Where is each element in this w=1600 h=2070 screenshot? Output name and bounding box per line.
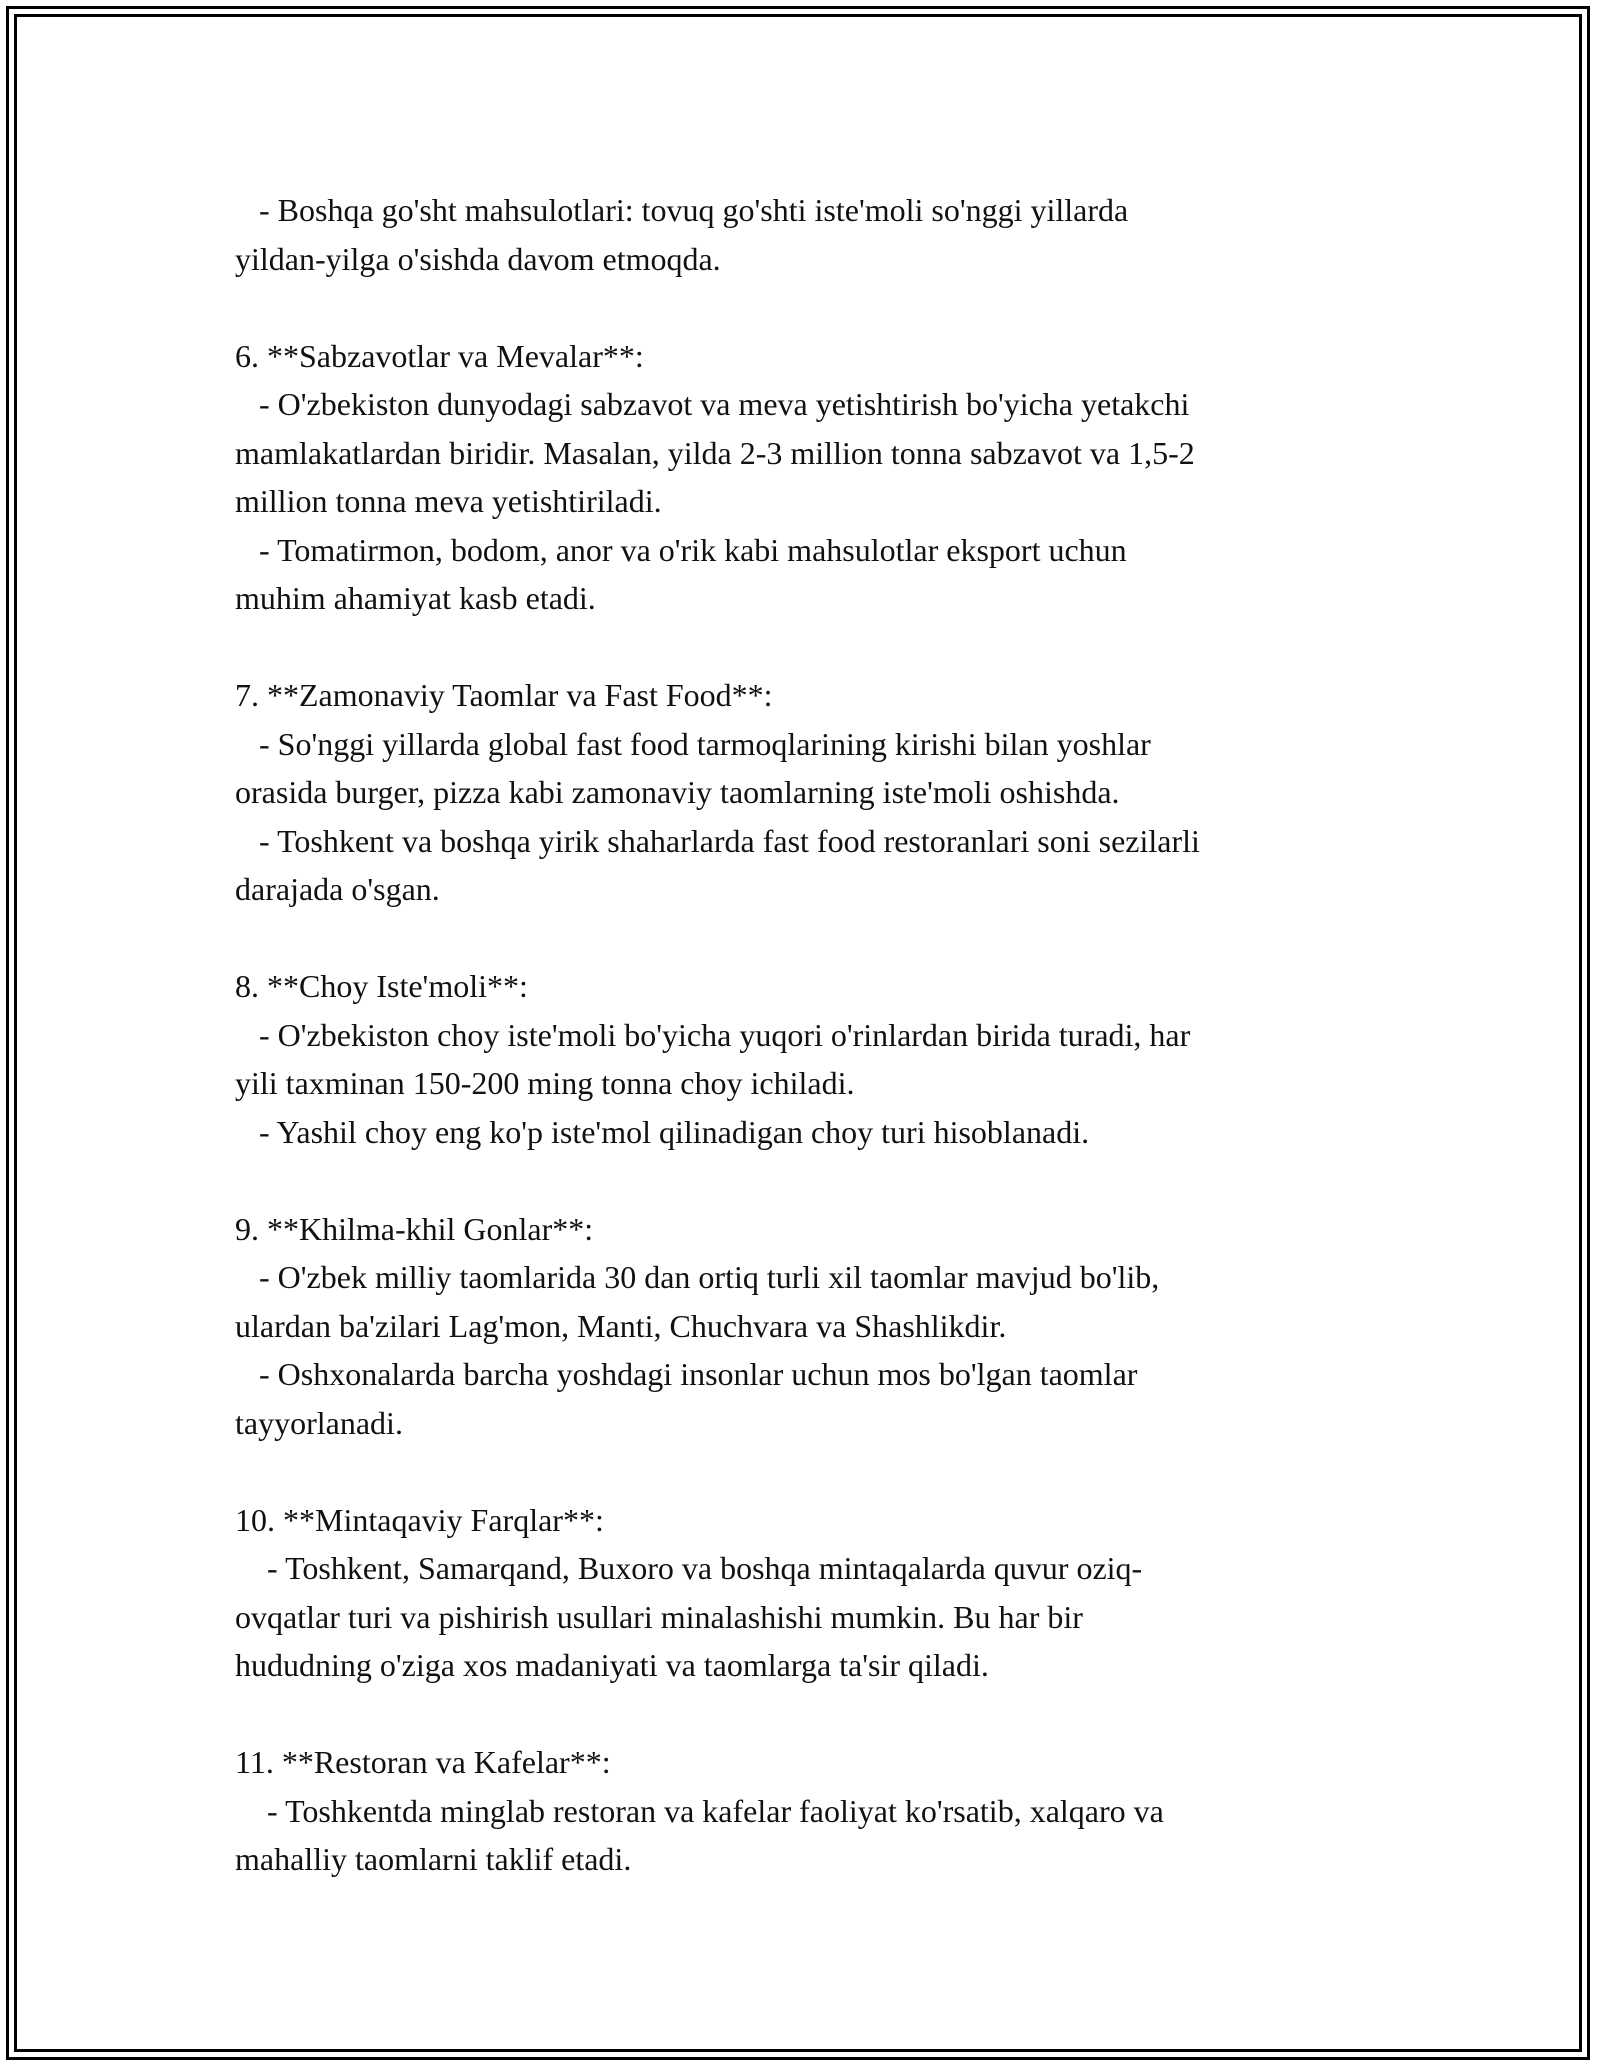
text-line: - O'zbekiston dunyodagi sabzavot va meva yetishtirish bo'yicha yetakchi: [235, 386, 1190, 422]
text-line: muhim ahamiyat kasb etadi.: [235, 580, 596, 616]
section-diverse-dishes: [235, 1205, 1385, 1448]
text-line: ovqatlar turi va pishirish usullari minalashishi mumkin. Bu har bir: [235, 1598, 1083, 1635]
text-line: - Oshxonalarda barcha yoshdagi insonlar uchun mos bo'lgan taomlar: [235, 1356, 1138, 1392]
text-line: mamlakatlardan biridir. Masalan, yilda 2-3 million tonna sabzavot va 1,5-2: [235, 434, 1195, 471]
section-heading: 10. **Mintaqaviy Farqlar**:: [235, 1501, 604, 1538]
text-line: - Toshkent va boshqa yirik shaharlarda fast food restoranlari soni sezilarli: [235, 822, 1200, 859]
section-vegetables-fruits: [235, 332, 1385, 623]
text-line: million tonna meva yetishtiriladi.: [235, 483, 662, 519]
section-tea-consumption: [235, 962, 1385, 1156]
text-line: - Tomatirmon, bodom, anor va o'rik kabi mahsulotlar eksport uchun: [235, 531, 1127, 568]
text-line: - Toshkentda minglab restoran va kafelar faoliyat ko'rsatib, xalqaro va: [235, 1792, 1164, 1829]
section-heading: 6. **Sabzavotlar va Mevalar**:: [235, 337, 644, 374]
section-heading: 9. **Khilma-khil Gonlar**:: [235, 1210, 594, 1247]
text-line: ulardan ba'zilari Lag'mon, Manti, Chuchvara va Shashlikdir.: [235, 1307, 1007, 1344]
paragraph-meat-continued: [235, 186, 1385, 283]
text-line: mahalliy taomlarni taklif etadi.: [235, 1841, 632, 1877]
section-heading: 11. **Restoran va Kafelar**:: [235, 1744, 611, 1780]
document-body: [235, 186, 1385, 1932]
text-line: darajada o'sgan.: [235, 871, 440, 907]
text-line: hududning o'ziga xos madaniyati va taomlarga ta'sir qiladi.: [235, 1647, 989, 1683]
text-line: - Yashil choy eng ko'p iste'mol qilinadigan choy turi hisoblanadi.: [235, 1113, 1090, 1150]
text-line: tayyorlanadi.: [235, 1404, 403, 1441]
text-line: yili taxminan 150-200 ming tonna choy ichiladi.: [235, 1065, 855, 1101]
section-regional-differences: [235, 1496, 1385, 1690]
section-heading: 8. **Choy Iste'moli**:: [235, 968, 528, 1004]
text-line: - O'zbekiston choy iste'moli bo'yicha yuqori o'rinlardan birida turadi, har: [235, 1016, 1191, 1053]
section-heading: 7. **Zamonaviy Taomlar va Fast Food**:: [235, 677, 773, 713]
text-line: - So'nggi yillarda global fast food tarmoqlarining kirishi bilan yoshlar: [235, 725, 1151, 762]
text-line: orasida burger, pizza kabi zamonaviy taomlarning iste'moli oshishda.: [235, 774, 1120, 810]
text-line: - Boshqa go'sht mahsulotlari: tovuq go'shti iste'moli so'nggi yillarda: [235, 192, 1129, 228]
text-line: - O'zbek milliy taomlarida 30 dan ortiq turli xil taomlar mavjud bo'lib,: [235, 1259, 1160, 1295]
section-modern-food: [235, 671, 1385, 914]
text-line: yildan-yilga o'sishda davom etmoqda.: [235, 240, 721, 277]
section-restaurants-cafes: [235, 1738, 1385, 1884]
text-line: - Toshkent, Samarqand, Buxoro va boshqa mintaqalarda quvur oziq-: [235, 1550, 1143, 1586]
